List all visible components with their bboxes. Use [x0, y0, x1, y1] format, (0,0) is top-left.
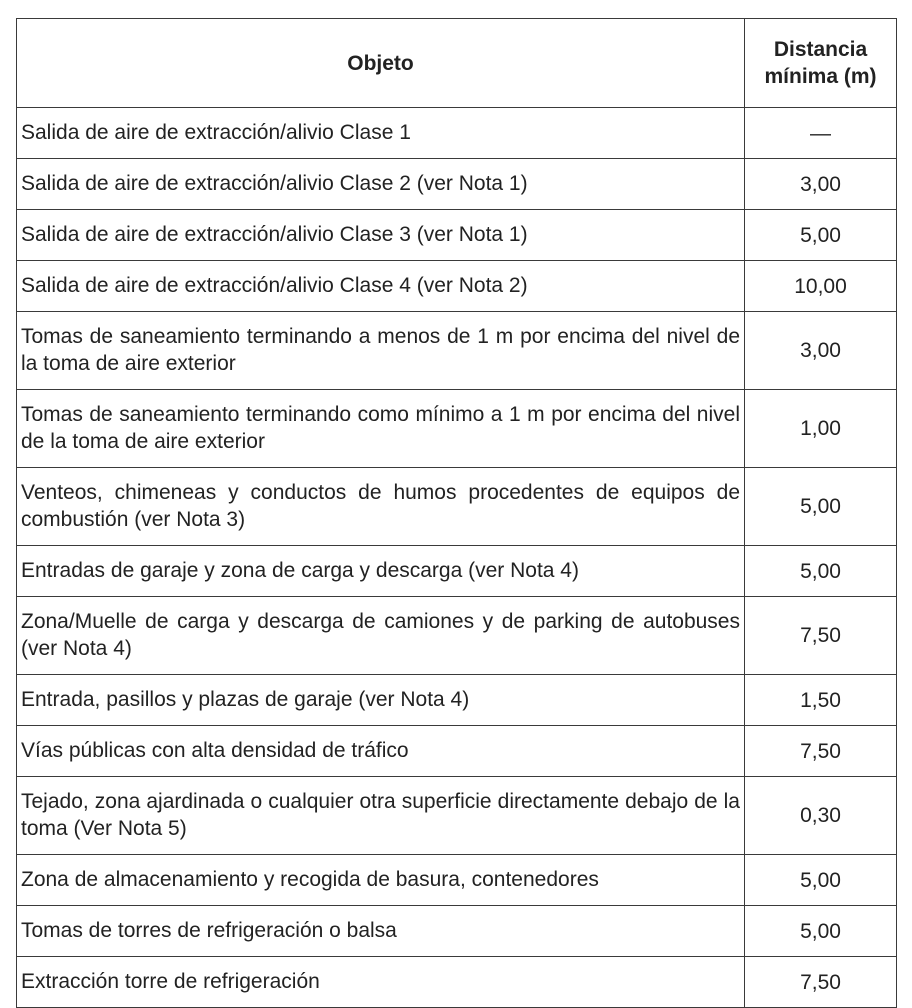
table-row	[17, 159, 897, 210]
row-object: Zona/Muelle de carga y descarga de camiones y de parking de autobuses (ver Nota 4)	[17, 597, 745, 675]
row-object: Tomas de saneamiento terminando como mínimo a 1 m por encima del nivel de la toma de aire exterior	[17, 390, 745, 468]
table-row	[17, 312, 897, 390]
table-row	[17, 726, 897, 777]
row-object: Zona de almacenamiento y recogida de basura, contenedores	[17, 855, 745, 906]
row-distance: 7,50	[745, 726, 897, 777]
table-row	[17, 210, 897, 261]
row-object: Salida de aire de extracción/alivio Clase 2 (ver Nota 1)	[17, 159, 745, 210]
table-header-row	[17, 19, 897, 108]
row-distance: 5,00	[745, 468, 897, 546]
table-row	[17, 108, 897, 159]
row-object: Salida de aire de extracción/alivio Clase 1	[17, 108, 745, 159]
header-distance: Distancia mínima (m)	[745, 19, 897, 108]
row-distance: 3,00	[745, 159, 897, 210]
row-distance: 7,50	[745, 597, 897, 675]
table-row	[17, 468, 897, 546]
row-distance: 5,00	[745, 210, 897, 261]
table-row	[17, 957, 897, 1008]
table-row	[17, 546, 897, 597]
row-object: Entrada, pasillos y plazas de garaje (ver Nota 4)	[17, 675, 745, 726]
table-row	[17, 777, 897, 855]
header-object: Objeto	[17, 19, 745, 108]
row-object: Extracción torre de refrigeración	[17, 957, 745, 1008]
minimum-distance-table	[16, 18, 897, 1008]
row-object: Tejado, zona ajardinada o cualquier otra superficie directamente debajo de la toma (Ver Nota 5)	[17, 777, 745, 855]
row-object: Venteos, chimeneas y conductos de humos procedentes de equipos de combustión (ver Nota 3)	[17, 468, 745, 546]
row-distance: —	[745, 108, 897, 159]
row-object: Tomas de torres de refrigeración o balsa	[17, 906, 745, 957]
row-distance: 5,00	[745, 546, 897, 597]
table-row	[17, 855, 897, 906]
row-distance: 7,50	[745, 957, 897, 1008]
table-row	[17, 906, 897, 957]
row-object: Salida de aire de extracción/alivio Clase 4 (ver Nota 2)	[17, 261, 745, 312]
table-row	[17, 390, 897, 468]
row-object: Vías públicas con alta densidad de tráfico	[17, 726, 745, 777]
row-distance: 1,00	[745, 390, 897, 468]
table-row	[17, 597, 897, 675]
row-distance: 3,00	[745, 312, 897, 390]
table-row	[17, 261, 897, 312]
row-distance: 1,50	[745, 675, 897, 726]
row-distance: 5,00	[745, 855, 897, 906]
row-object: Tomas de saneamiento terminando a menos de 1 m por encima del nivel de la toma de aire exterior	[17, 312, 745, 390]
row-object: Entradas de garaje y zona de carga y descarga (ver Nota 4)	[17, 546, 745, 597]
table-row	[17, 675, 897, 726]
row-distance: 10,00	[745, 261, 897, 312]
row-distance: 0,30	[745, 777, 897, 855]
row-object: Salida de aire de extracción/alivio Clase 3 (ver Nota 1)	[17, 210, 745, 261]
row-distance: 5,00	[745, 906, 897, 957]
